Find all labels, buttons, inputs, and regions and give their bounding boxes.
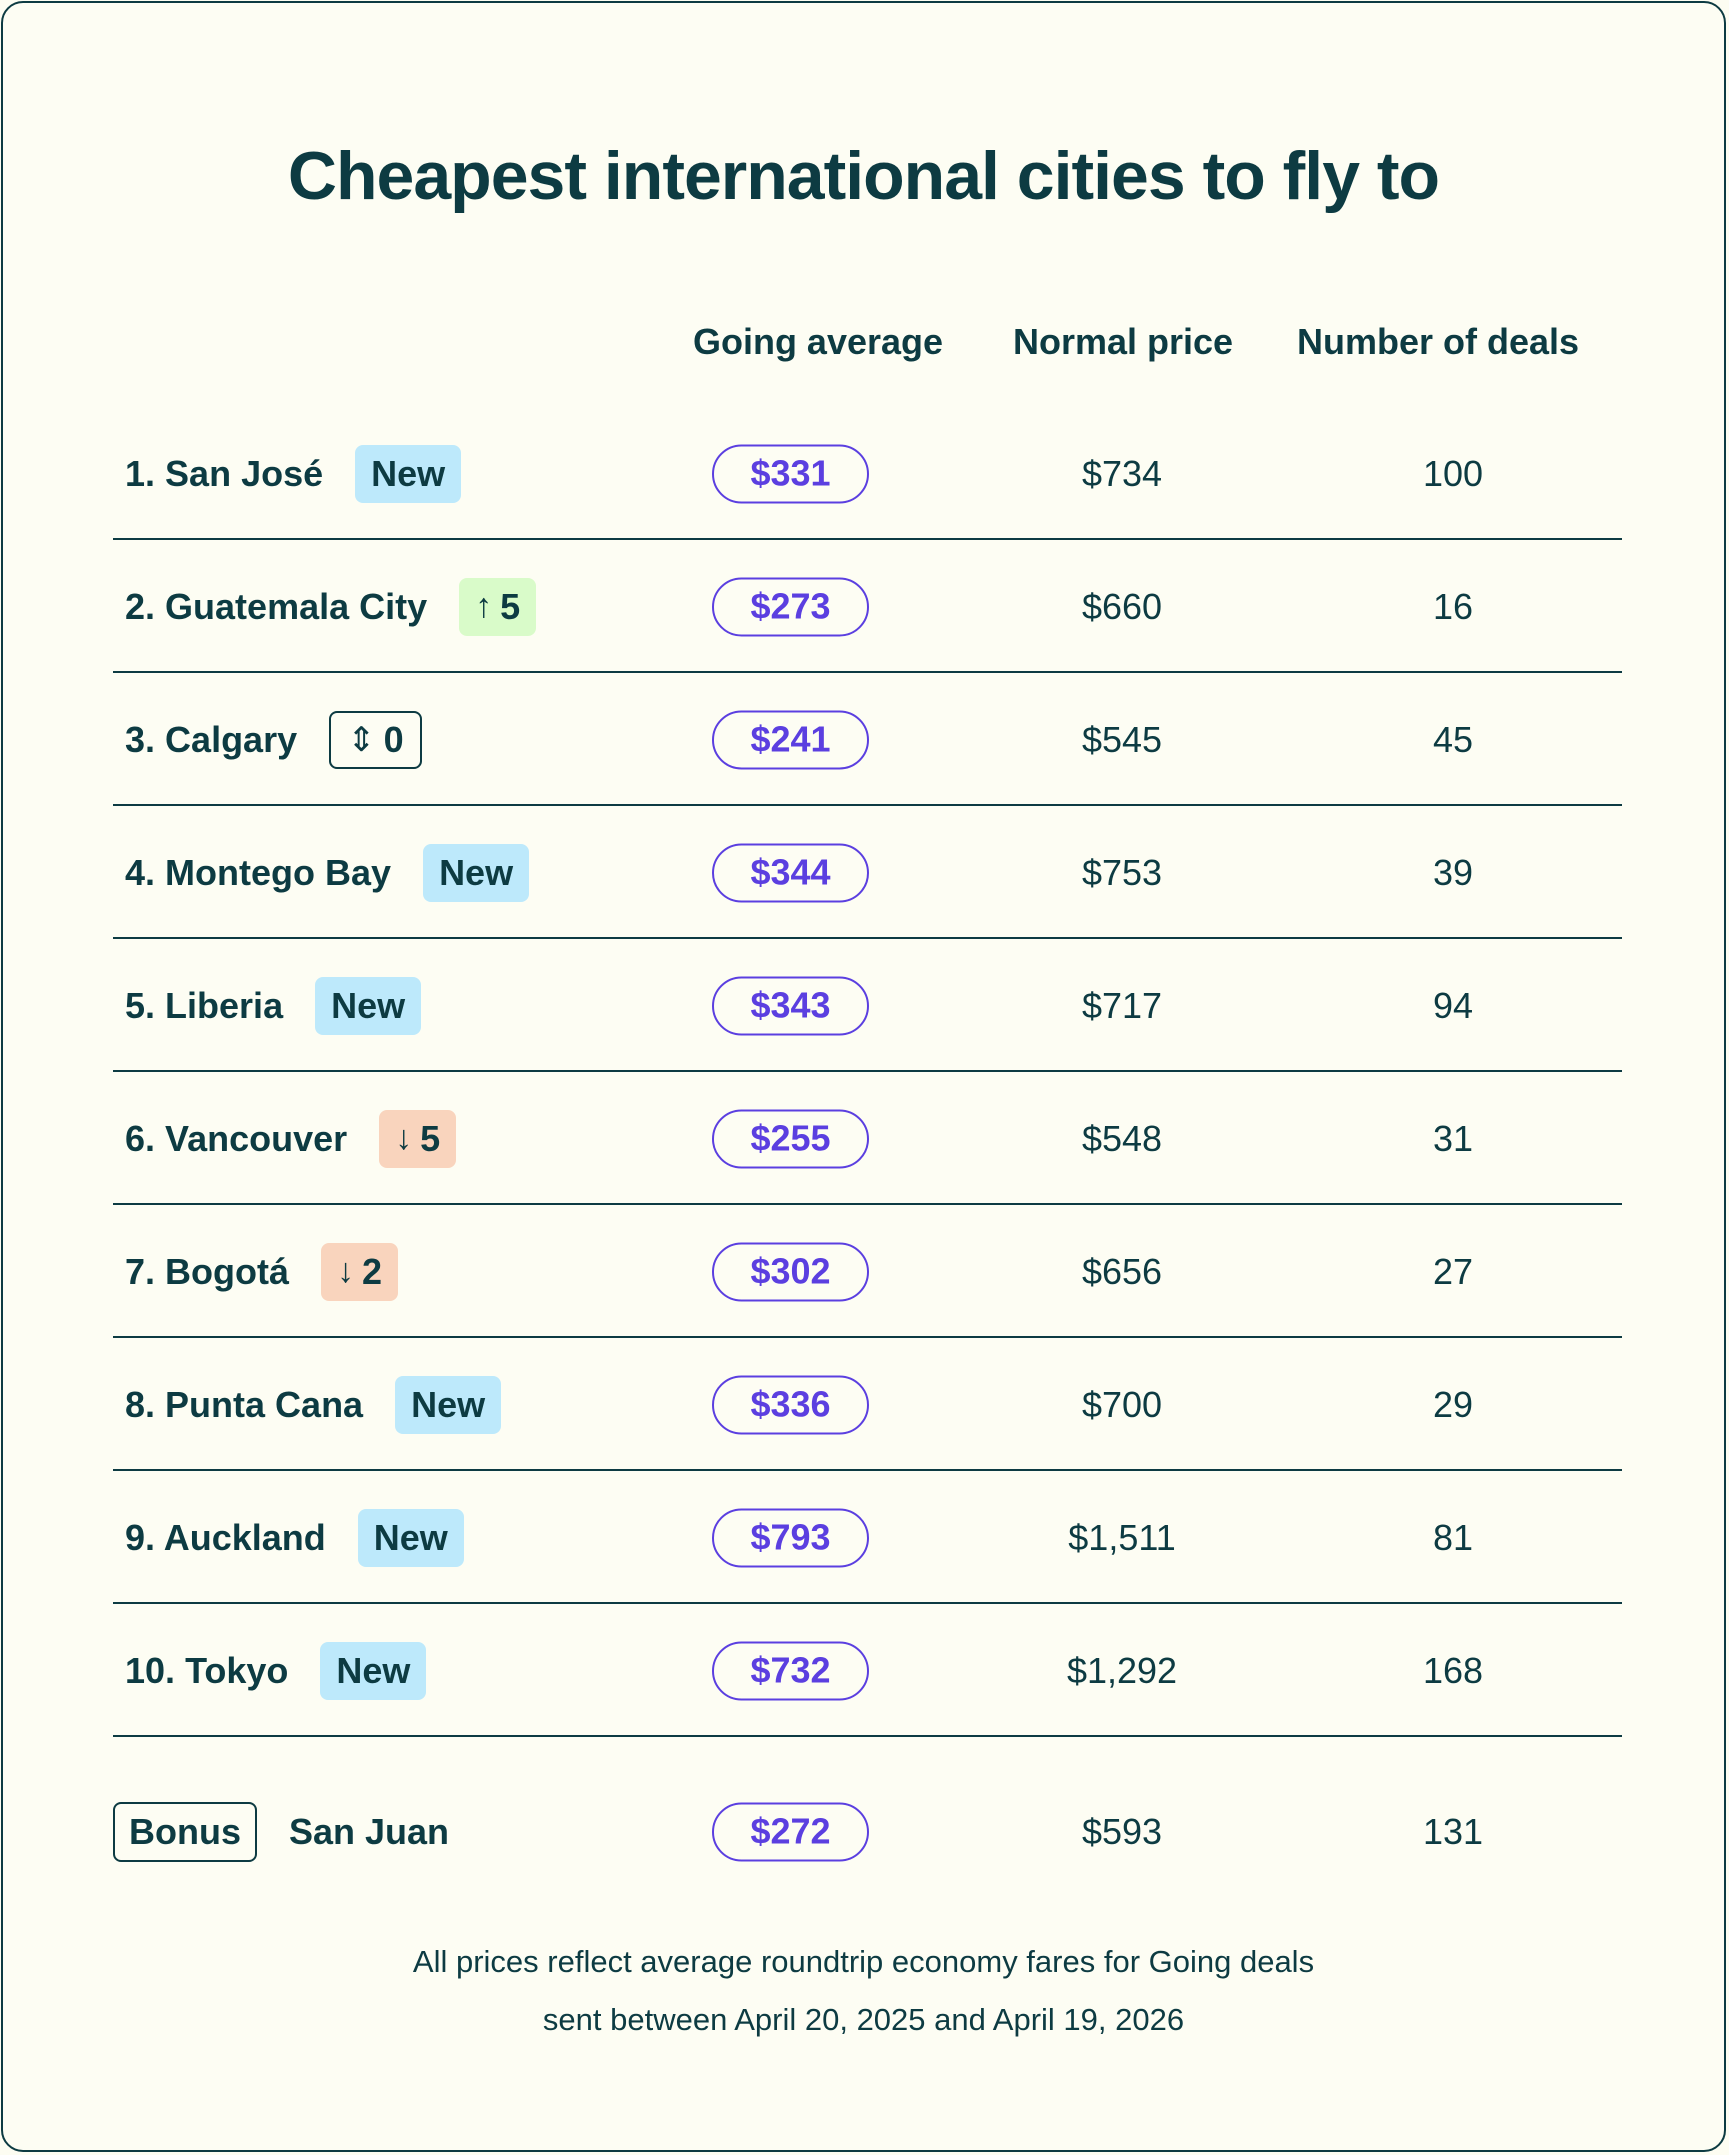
table-row — [113, 1471, 1622, 1604]
rank-number: 7. — [125, 1250, 156, 1292]
city-name — [113, 586, 427, 628]
page-title: Cheapest international cities to fly to — [287, 138, 1440, 214]
normal-price: $1,292 — [1066, 1649, 1178, 1691]
badge-label: 0 — [383, 718, 404, 760]
column-header-going-average: Going average — [692, 321, 944, 362]
rank-number: 2. — [125, 585, 156, 627]
city-label: Vancouver — [165, 1117, 348, 1159]
normal-price: $545 — [1081, 718, 1163, 760]
normal-price: $734 — [1081, 452, 1163, 494]
rank-number: 8. — [125, 1383, 156, 1425]
rank-change-badge — [321, 1243, 398, 1301]
bonus-normal-price: $593 — [1081, 1810, 1163, 1852]
rank-change-badge — [423, 844, 529, 902]
rank-number: 4. — [125, 851, 156, 893]
table-row — [113, 407, 1622, 540]
number-of-deals: 81 — [1432, 1516, 1474, 1558]
rank-number: 1. — [125, 452, 156, 494]
table-row — [113, 540, 1622, 673]
bonus-name-cell — [113, 1765, 449, 1898]
footnote-line-2: sent between April 20, 2025 and April 19, 2026 — [542, 2002, 1185, 2037]
table-row — [113, 1072, 1622, 1205]
table-row — [113, 806, 1622, 939]
number-of-deals: 31 — [1432, 1117, 1474, 1159]
arrow-up-down-icon: ⇕ — [347, 720, 376, 759]
column-header-number-of-deals: Number of deals — [1296, 321, 1580, 362]
number-of-deals: 94 — [1432, 984, 1474, 1026]
city-label: Calgary — [165, 718, 298, 760]
city-cell — [113, 1604, 426, 1737]
city-label: Punta Cana — [165, 1383, 364, 1425]
rank-change-badge — [379, 1110, 456, 1168]
rank-number: 5. — [125, 984, 156, 1026]
going-average-price: $344 — [712, 843, 869, 902]
city-name — [113, 1251, 289, 1293]
city-label: Liberia — [165, 984, 284, 1026]
arrow-up-icon: ↑ — [475, 587, 493, 625]
city-name — [113, 1384, 363, 1426]
bonus-tag: Bonus — [113, 1802, 257, 1862]
table-row — [113, 673, 1622, 806]
going-average-price: $793 — [712, 1508, 869, 1567]
number-of-deals: 29 — [1432, 1383, 1474, 1425]
number-of-deals: 45 — [1432, 718, 1474, 760]
city-cell — [113, 407, 461, 540]
badge-label: New — [411, 1383, 486, 1425]
going-average-price: $336 — [712, 1375, 869, 1434]
rank-number: 9. — [125, 1516, 156, 1558]
bonus-city: San Juan — [289, 1810, 450, 1852]
badge-label: New — [371, 452, 446, 494]
table-row — [113, 1338, 1622, 1471]
rank-change-badge — [459, 578, 536, 636]
city-label: Tokyo — [185, 1649, 289, 1691]
city-label: Montego Bay — [165, 851, 392, 893]
city-cell — [113, 1471, 464, 1604]
going-average-price: $273 — [712, 577, 869, 636]
badge-label: New — [331, 984, 406, 1026]
city-name — [113, 985, 283, 1027]
number-of-deals: 16 — [1432, 585, 1474, 627]
going-average-price: $732 — [712, 1641, 869, 1700]
bonus-number-of-deals: 131 — [1422, 1810, 1484, 1852]
city-name — [113, 852, 391, 894]
normal-price: $753 — [1081, 851, 1163, 893]
city-name — [113, 1118, 347, 1160]
badge-label: New — [336, 1649, 411, 1691]
city-name — [113, 719, 297, 761]
rank-number: 3. — [125, 718, 156, 760]
city-cell — [113, 1205, 398, 1338]
bonus-row — [113, 1765, 1622, 1898]
going-average-price: $302 — [712, 1242, 869, 1301]
normal-price: $656 — [1081, 1250, 1163, 1292]
city-cell — [113, 1338, 501, 1471]
city-label: San José — [165, 452, 324, 494]
rank-change-badge — [355, 445, 461, 503]
badge-label: 2 — [362, 1250, 383, 1292]
normal-price: $1,511 — [1068, 1516, 1176, 1558]
city-cell — [113, 806, 529, 939]
normal-price: $660 — [1081, 585, 1163, 627]
city-cell — [113, 939, 421, 1072]
city-cell — [113, 1072, 456, 1205]
rank-change-badge — [358, 1509, 464, 1567]
arrow-down-icon: ↓ — [395, 1119, 413, 1157]
rank-number: 10. — [125, 1649, 176, 1691]
footnote — [3, 1933, 1724, 2049]
city-label: Auckland — [163, 1516, 326, 1558]
table-row — [113, 1604, 1622, 1737]
table-row — [113, 939, 1622, 1072]
rank-change-badge — [315, 977, 421, 1035]
going-average-price: $343 — [712, 976, 869, 1035]
going-average-price: $255 — [712, 1109, 869, 1168]
number-of-deals: 27 — [1432, 1250, 1474, 1292]
normal-price: $700 — [1081, 1383, 1163, 1425]
badge-label: New — [373, 1516, 448, 1558]
column-header-normal-price: Normal price — [1012, 321, 1234, 362]
city-cell — [113, 673, 422, 806]
city-name — [113, 453, 323, 495]
going-average-price: $331 — [712, 444, 869, 503]
rank-change-badge — [329, 711, 422, 769]
infographic-card — [1, 1, 1726, 2152]
number-of-deals: 100 — [1422, 452, 1484, 494]
rank-change-badge — [320, 1642, 426, 1700]
rank-number: 6. — [125, 1117, 156, 1159]
city-cell — [113, 540, 536, 673]
normal-price: $717 — [1081, 984, 1163, 1026]
bonus-going-average: $272 — [712, 1802, 869, 1861]
city-label: Bogotá — [165, 1250, 290, 1292]
badge-label: 5 — [500, 585, 521, 627]
city-name — [113, 1650, 288, 1692]
city-name — [113, 1517, 326, 1559]
city-label: Guatemala City — [165, 585, 428, 627]
footnote-line-1: All prices reflect average roundtrip economy fares for Going deals — [412, 1944, 1315, 1979]
going-average-price: $241 — [712, 710, 869, 769]
rank-change-badge — [395, 1376, 501, 1434]
arrow-down-icon: ↓ — [337, 1252, 355, 1290]
badge-label: New — [439, 851, 514, 893]
table-row — [113, 1205, 1622, 1338]
normal-price: $548 — [1081, 1117, 1163, 1159]
row-divider — [113, 1735, 1622, 1737]
number-of-deals: 168 — [1422, 1649, 1484, 1691]
number-of-deals: 39 — [1432, 851, 1474, 893]
badge-label: 5 — [420, 1117, 441, 1159]
